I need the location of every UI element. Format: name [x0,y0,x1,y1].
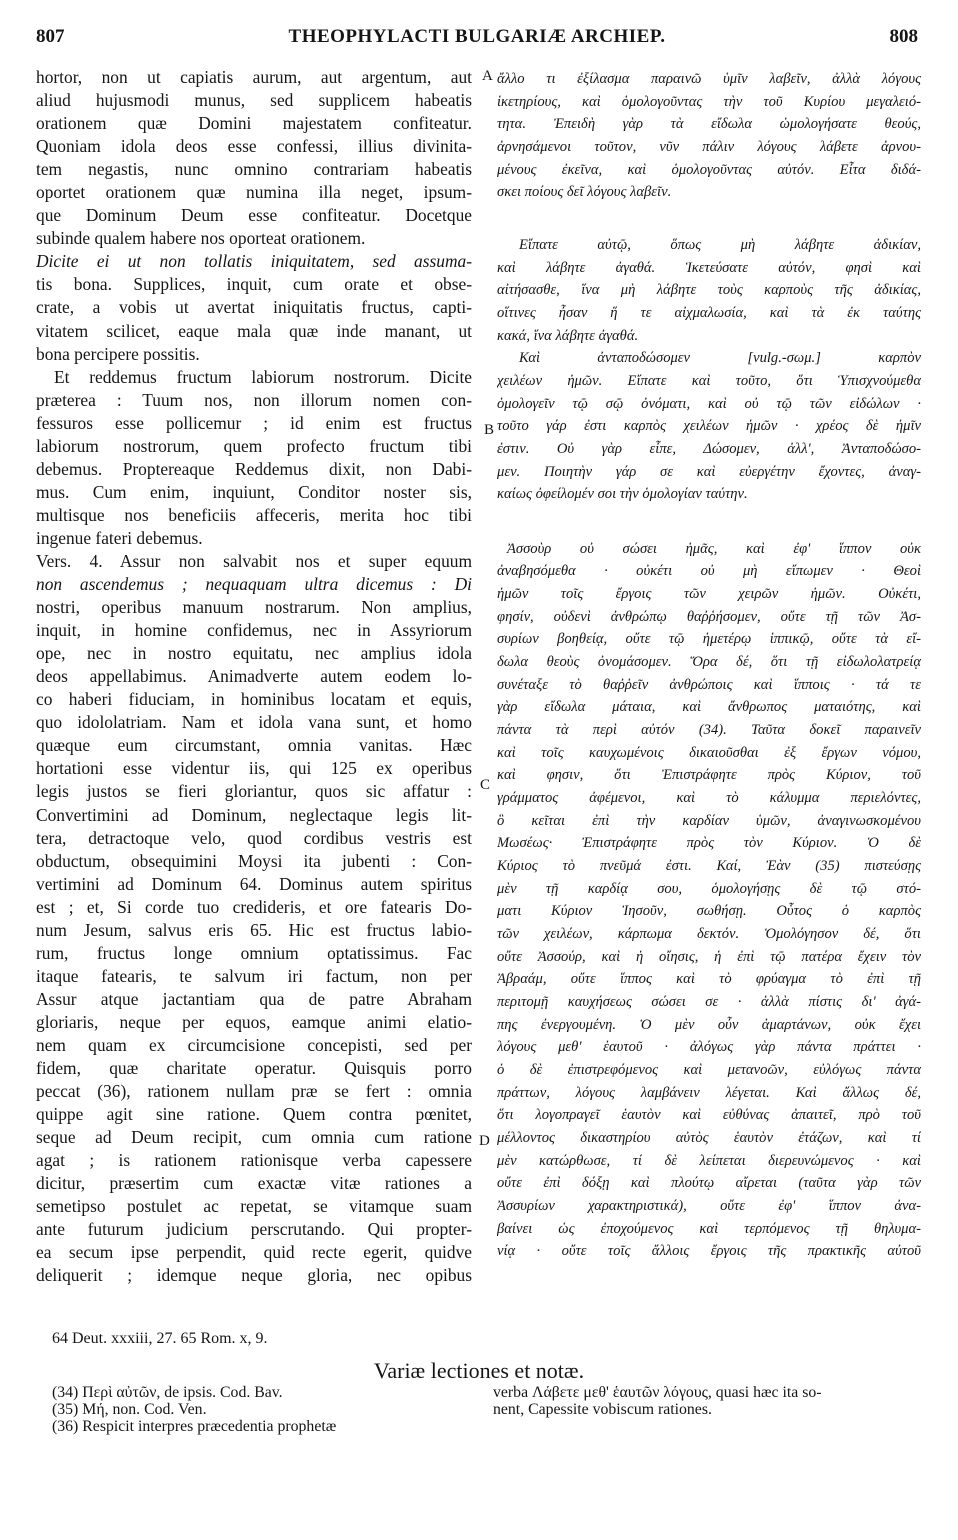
greek-line: βαίνει ὡς ἐποχούμενος καὶ τερπόμενος τῇ θηλυμα- [497,1220,921,1237]
page-header [36,26,918,54]
latin-line: quæque eum circumstant, omnia vanitas. Hæc [36,735,472,756]
greek-line: νίᾳ · οὔτε τοῖς ἄλλοις ἔργοις τῆς πρακτικῆς αὐτοῦ [497,1243,921,1260]
greek-column [497,68,921,1263]
latin-line: debemus. Proptereaque Reddemus dixit, non Dabi- [36,458,472,479]
latin-line: que Dominum Deum esse confiteatur. Docetque [36,205,472,226]
latin-line: agat ; is rationem rationisque verba capessere [36,1150,472,1171]
notes-left-column [52,1384,472,1435]
latin-line: obductum, obsequimini Moysi ita jubenti : Con- [36,850,472,871]
greek-line: οἵτινες ἦσαν ἥ τε αἰχμαλωσία, καὶ τὰ ἐκ ταύτης [497,304,921,321]
latin-line: hortor, non ut capiatis aurum, aut argentum, aut [36,67,472,87]
latin-line: subinde qualem habere nos oporteat orationem. [36,228,366,249]
section-marker-c: C [480,777,491,793]
greek-line: ματι Κύριον Ἰησοῦν, σωθήσῃ. Οὗτος ὁ καρπὸς [497,903,921,920]
greek-lemma-line: Καὶ ἀνταποδώσομεν [vulg.-σωμ.] καρπὸν [519,350,921,367]
greek-line: γὰρ εἴδωλα μάταια, καὶ ἄνθρωπος ματαιότης, καὶ [497,699,921,716]
greek-lemma-line: Εἴπατε αὐτῷ, ὅπως μὴ λάβητε ἀδικίαν, [519,236,921,253]
greek-line: γράμματος ἀφέμενοι, καὶ τὸ κάλυμμα περιελόντες, [497,790,921,807]
page-number-right: 808 [889,26,918,47]
latin-line: oportet orationem quæ numina illa neget, ipsum- [36,182,472,203]
greek-line: ὃ κεῖται ἐπὶ τὴν καρδίαν ὑμῶν, ἀναγινωσκομένου [497,812,921,829]
greek-line: πάντα τὰ περὶ αὐτόν (34). Ταῦτα δοκεῖ παραινεῖν [497,722,921,739]
latin-line: co haberi fiduciam, in hominibus locatam et equis, [36,689,472,710]
greek-line: σκει ποίους δεῖ λόγους λαβεῖν. [497,184,672,201]
latin-line: mus. Cum enim, inquiunt, Conditor noster sis, [36,481,472,502]
latin-line: Assur atque jactantiam qua de patre Abraham [36,988,472,1009]
latin-verse-line: Vers. 4. Assur non salvabit nos et super equum [36,550,472,571]
note-item: (34) Περὶ αὐτῶν, de ipsis. Cod. Bav. [52,1384,283,1401]
latin-line: seque ad Deum recipit, cum omnia cum ratione [36,1127,472,1148]
latin-line: dicitur, præsertim cum exactæ vitæ rationes a [36,1173,472,1194]
greek-line: πης ἐνεργουμένη. Ὁ μὲν οὖν ἁμαρτάνων, οὐκ ἔχει [497,1016,921,1033]
latin-line: ante futurum judicium perscrutando. Qui propter- [36,1219,472,1240]
greek-line: ἀρνησάμενοι τοῦτον, νῦν πάλιν λόγους λάβετε ἀρνου- [497,138,921,155]
section-marker-b: B [484,422,495,438]
latin-lemma-line: Et reddemus fructum labiorum nostrorum. Dicite [54,366,472,387]
latin-line: fidem, quæ charitate operatur. Quisquis porro [36,1058,472,1079]
latin-line: vertimini ad Dominum 64. Dominus autem spiritus [36,873,472,894]
scripture-footnotes: 64 Deut. xxxiii, 27. 65 Rom. x, 9. [52,1330,268,1347]
latin-line: Quoniam idola deos esse confessi, illius divinita- [36,136,472,157]
greek-line: Ἀβραάμ, οὔτε ἵππος καὶ τὸ φρύαγμα τὸ ἐπὶ τῇ [497,971,921,988]
notes-right-column [493,1384,918,1418]
note-item: (35) Μή, non. Cod. Ven. [52,1401,207,1418]
latin-line: nem quam ex circumcisione concepisti, sed per [36,1034,472,1055]
latin-line: hortationi esse videntur iis, qui 125 ex operibus [36,758,472,779]
greek-line: ἀναβησόμεθα · οὐκέτι οὐ μὴ εἴπωμεν · Θεοὶ [497,563,921,580]
latin-line: Convertimini ad Dominum, neglectaque legis lit- [36,804,472,825]
section-marker-a: A [482,68,493,84]
latin-line: orationem quæ Domini majestatem confiteatur. [36,113,472,134]
note-item: (36) Respicit interpres præcedentia prophetæ [52,1418,337,1435]
greek-line: φησίν, οὐδενὶ ἀνθρώπῳ θαῤῥήσομεν, οὔτε τῇ τῶν Ἀσ- [497,608,921,625]
greek-line: καὶ φησιν, ὅτι Ἐπιστράφητε πρὸς Κύριον, τοῦ [497,767,921,784]
latin-line: labiorum nostrorum, quem profecto fructum tibi [36,435,472,456]
greek-line: ἐστιν. Οὐ γὰρ εἶπε, Δώσομεν, ἀλλ', Ἀνταποδώσο- [497,440,921,457]
greek-line: Κύριος τὸ πνεῦμά ἐστι. Καί, Ἐὰν (35) πιστεύσῃς [497,858,921,874]
greek-line: περιτομῇ καυχήσεως σώσει σε · ἀλλὰ πίστις δι' ἀγά- [497,993,921,1010]
latin-line: tera, detractoque velo, quod cordibus vestris est [36,827,472,848]
section-marker-d: D [479,1133,490,1149]
latin-line: ope, nec in nostro equitatu, nec amplius idola [36,643,472,664]
latin-line: non ascendemus ; nequaquam ultra dicemus : Di [36,574,472,595]
latin-line: rum, fructus longe omnium optatissimus. Fac [36,942,472,963]
greek-line: αἰτήσασθε, ἵνα μὴ λάβητε τοὺς καρποὺς τῆς ἀδικίας, [497,282,921,299]
latin-line: peccat (36), rationem nullam præ se fert : omnia [36,1081,472,1102]
latin-line: bona percipere possitis. [36,343,200,364]
note-item: nent, Capessite vobiscum rationes. [493,1401,712,1418]
latin-line: itaque fatearis, te salvum iri factum, non per [36,965,472,986]
greek-line: χειλέων ἡμῶν. Εἴπατε καὶ τοῦτο, ὅτι Ὑπισχνούμεθα [497,372,921,389]
latin-column [36,66,472,1287]
greek-line: μεν. Ποιητὴν γάρ σε καὶ εὐεργέτην ἔχοντες, ἀναγ- [497,463,921,480]
latin-line: vitatem scilicet, eaque mala quæ inde manant, ut [36,320,472,341]
greek-line: κακά, ἵνα λάβητε ἀγαθά. [497,327,639,344]
latin-line: aliud hujusmodi munus, sed supplicem habeatis [36,90,472,111]
latin-line: tis bona. Supplices, inquit, cum orate et obse- [36,274,472,295]
greek-line: Μωσέως· Ἐπιστράφητε πρὸς τὸν Κύριον. Ὁ δὲ [497,835,921,852]
greek-line: ὅτι λογοπραγεῖ ἑαυτὸν καὶ εὐθύνας ἀπαιτεῖ, πρὸ τοῦ [497,1107,921,1124]
page-number-left: 807 [36,26,65,47]
latin-line: ingenue fateri debemus. [36,527,203,548]
latin-line: semetipso postulet ac repetat, se vitamque suam [36,1196,472,1217]
greek-line: ἡμῶν τοῖς ἔργοις τῶν χειρῶν ἡμῶν. Οὐκέτι, [497,586,921,603]
latin-line: multisque nos beneficiis affeceris, merita hoc tibi [36,504,472,525]
greek-line: τητα. Ἐπειδὴ γὰρ τὰ εἴδωλα ὡμολογήσατε θεούς, [497,116,921,133]
greek-line: καὶ λάβητε ἀγαθά. Ἱκετεύσατε αὐτόν, φησὶ καὶ [497,259,921,276]
latin-line: fessuros esse pollicemur ; id enim est fructus [36,412,472,433]
greek-line: ἱκετηρίους, καὶ ὁμολογοῦντας τὴν τοῦ Κυρίου μεγαλειό- [497,93,921,110]
greek-line: συνέταξε τὸ θαῤῥεῖν ἀνθρώποις καὶ ἵπποις · τά τε [497,676,921,693]
greek-line: μὲν κατώρθωσε, τί δὲ λείπεται διερευνώμενος · καὶ [497,1152,921,1169]
greek-line: λόγους μεθ' ἑαυτοῦ · ἀλόγως γὰρ πάντα πράττει · [497,1039,921,1056]
latin-line: nostri, operibus manuum nostrarum. Non amplius, [36,597,472,618]
latin-line: num Jesum, salvus eris 65. Hic est fructus labio- [36,919,472,940]
greek-line: οὔτε ἐπὶ δόξῃ καὶ πλούτῳ αἴρεται (ταῦτα γὰρ τῶν [497,1175,921,1192]
latin-line: tem negastis, nunc omnino contrariam habeatis [36,159,472,180]
greek-line: τῶν χειλέων, κάρπωμα δεκτόν. Ὁμολόγησον δέ, ὅτι [497,925,921,942]
greek-line: ὁμολογεῖν τῷ σῷ ὀνόματι, καὶ οὐ τῷ τῶν εἰδώλων · [497,395,921,412]
running-title: THEOPHYLACTI BULGARIÆ ARCHIEP. [288,26,666,47]
latin-line: ea secum ipse perpendit, quid recte egerit, quidve [36,1242,472,1263]
latin-line: quippe agit sine ratione. Quem contra pœnitet, [36,1104,472,1125]
latin-line: est ; et, Si corde tuo credideris, et ore fatearis Do- [36,896,472,917]
greek-line: οὔτε Ἀσσούρ, καὶ ἡ οἴησις, ἡ ἐπὶ τῷ πατέρα ἔχειν τὸν [497,948,921,965]
latin-line: legis justos se fieri gloriantur, quos sic affatur : [36,781,472,802]
greek-line: καίως ὀφείλομέν σοι τὴν ὁμολογίαν ταύτην. [497,486,748,503]
latin-line: gloriaris, neque per equos, eamque animi elatio- [36,1011,472,1032]
greek-line: πράττων, λόγους λαμβάνειν λέγεται. Καὶ ἄλλως δέ, [497,1084,921,1101]
latin-line: quo idololatriam. Nam et idola vana sunt, et homo [36,712,472,733]
latin-line: deliquerit ; idemque neque gloria, nec opibus [36,1265,472,1286]
notes-heading: Variæ lectiones et notæ. [373,1358,585,1383]
greek-line: μένους ἐκεῖνα, καὶ ὁμολογοῦντας αὐτόν. Εἶτα διδά- [497,161,921,178]
latin-line: inquit, in homine confidemus, nec in Assyriorum [36,620,472,641]
greek-line: ὁ δὲ ἐπιστρεφόμενος καὶ μετανοῶν, εὐλόγως πάντα [497,1061,921,1078]
greek-lemma-line: Ἀσσοὺρ οὐ σώσει ἡμᾶς, καὶ ἐφ' ἵππον οὐκ [507,540,921,557]
latin-lemma-line: Dicite ei ut non tollatis iniquitatem, sed assuma- [36,251,472,272]
note-item: verba Λάβετε μεθ' ἑαυτῶν λόγους, quasi hæc ita so- [493,1384,822,1401]
greek-line: ἄλλο τι ἐξίλασμα παραινῶ ὑμῖν λαβεῖν, ἀλλὰ λόγους [497,71,921,87]
latin-line: crate, a vobis ut avertat iniquitatis fructus, capti- [36,297,472,318]
greek-line: Ἀσσυρίων χαρακτηριστικά), οὔτε ἐφ' ἵππον ἀνα- [497,1197,921,1214]
greek-line: συρίων βοηθείᾳ, οὔτε τῷ ἡμετέρῳ ἱππικῷ, οὔτε τὰ εἴ- [497,631,921,648]
greek-line: τοῦτο γάρ ἐστι καρπὸς χειλέων ἡμῶν · χρέος δὲ ἡμῖν [497,418,921,435]
latin-line: præterea : Tuum nos, non illorum nomen con- [36,389,472,410]
greek-line: καὶ τοῖς καυχωμένοις δικαιοῦσθαι ἐξ ἔργων νόμου, [497,744,921,761]
greek-line: δωλα θεοὺς ὀνομάσομεν. Ὅρα δέ, ὅτι τῇ εἰδωλολατρείᾳ [497,654,921,671]
greek-line: μέλλοντος δικαστηρίου αὐτὸς ἑαυτὸν ἐτάζων, καὶ τί [497,1129,921,1146]
greek-line: μὲν τῇ καρδίᾳ σου, ὁμολογήσῃς δὲ τῷ στό- [497,880,921,897]
latin-line: deos appellabimus. Animadverte autem eodem lo- [36,666,472,687]
